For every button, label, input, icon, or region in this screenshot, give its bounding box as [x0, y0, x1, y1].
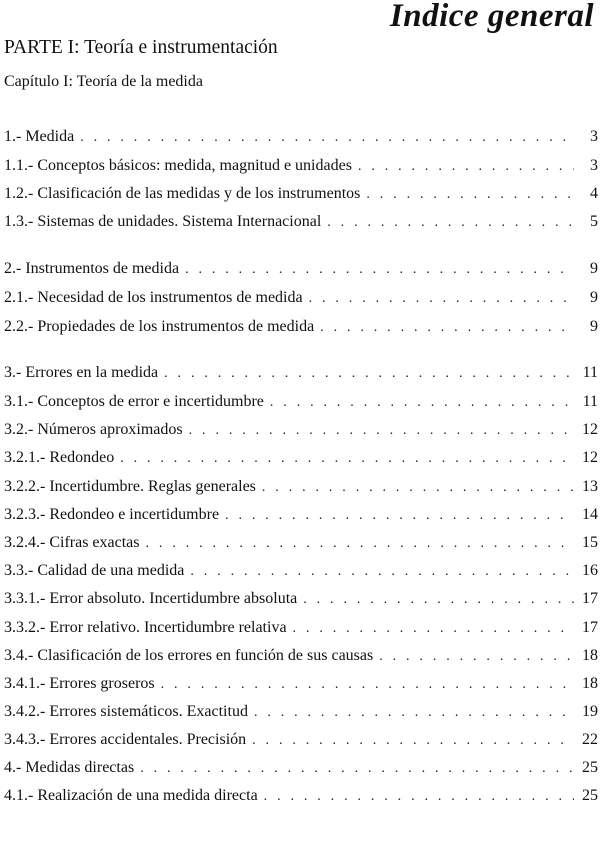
toc-entry-label: 3.2.1.- Redondeo — [4, 449, 115, 466]
toc-entry — [4, 476, 598, 498]
chapter-heading: Capítulo I: Teoría de la medida — [4, 73, 203, 90]
toc-entry-page: 5 — [590, 213, 598, 230]
toc-entry — [4, 673, 598, 695]
toc-entry — [4, 362, 598, 384]
toc-entry-page: 25 — [582, 787, 598, 804]
toc-entry-label: 4.1.- Realización de una medida directa — [4, 787, 258, 804]
toc-entry-page: 14 — [582, 506, 598, 523]
toc-entry-page: 22 — [582, 731, 598, 748]
toc-entry — [4, 391, 598, 413]
toc-entry-label: 3.3.2.- Error relativo. Incertidumbre relativa — [4, 619, 287, 636]
toc-entry — [4, 419, 598, 441]
dot-leader — [185, 259, 574, 281]
dot-leader — [303, 589, 574, 611]
dot-leader — [164, 363, 574, 385]
toc-entry-label: 1.1.- Conceptos básicos: medida, magnitud e unidades — [4, 157, 352, 174]
toc-entry-label: 3.3.1.- Error absoluto. Incertidumbre absoluta — [4, 590, 298, 607]
toc-entry-label: 2.1.- Necesidad de los instrumentos de medida — [4, 289, 303, 306]
toc-entry — [4, 126, 598, 148]
dot-leader — [309, 288, 574, 310]
toc-entry-page: 15 — [582, 534, 598, 551]
dot-leader — [140, 758, 574, 780]
toc-entry — [4, 447, 598, 469]
toc-entry-page: 9 — [590, 260, 598, 277]
dot-leader — [146, 533, 574, 555]
dot-leader — [190, 561, 574, 583]
toc-entry-page: 17 — [582, 619, 598, 636]
toc-entry — [4, 155, 598, 177]
toc-entry-label: 3.2.4.- Cifras exactas — [4, 534, 140, 551]
toc-entry — [4, 258, 598, 280]
toc-entry-label: 3.2.- Números aproximados — [4, 421, 183, 438]
toc-entry-page: 17 — [582, 590, 598, 607]
toc-entry — [4, 645, 598, 667]
toc-entry-page: 3 — [590, 128, 598, 145]
toc-entry-page: 11 — [582, 393, 598, 410]
dot-leader — [270, 392, 574, 414]
dot-leader — [379, 646, 574, 668]
toc-entry-page: 18 — [582, 647, 598, 664]
dot-leader — [293, 618, 574, 640]
toc-entry-label: 3.2.3.- Redondeo e incertidumbre — [4, 506, 220, 523]
toc-entry-page: 9 — [590, 318, 598, 335]
dot-leader — [366, 184, 574, 206]
toc-entry-page: 25 — [582, 759, 598, 776]
toc-entry — [4, 757, 598, 779]
dot-leader — [320, 317, 574, 339]
toc-entry — [4, 316, 598, 338]
toc-entry-page: 12 — [582, 449, 598, 466]
toc-entry-label: 3.- Errores en la medida — [4, 364, 159, 381]
toc-entry-page: 12 — [582, 421, 598, 438]
toc-entry-page: 18 — [582, 675, 598, 692]
dot-leader — [327, 212, 574, 234]
toc-entry-label: 3.4.2.- Errores sistemáticos. Exactitud — [4, 703, 248, 720]
toc-entry — [4, 701, 598, 723]
dot-leader — [358, 156, 574, 178]
dot-leader — [189, 420, 574, 442]
toc-entry — [4, 785, 598, 807]
toc-entry-label: 3.1.- Conceptos de error e incertidumbre — [4, 393, 264, 410]
toc-entry — [4, 211, 598, 233]
toc-entry-page: 9 — [590, 289, 598, 306]
toc-entry-label: 3.2.2.- Incertidumbre. Reglas generales — [4, 478, 256, 495]
dot-leader — [161, 674, 574, 696]
toc-entry — [4, 532, 598, 554]
toc-entry-page: 19 — [582, 703, 598, 720]
toc-entry-page: 13 — [582, 478, 598, 495]
toc-entry-label: 2.2.- Propiedades de los instrumentos de medida — [4, 318, 315, 335]
dot-leader — [264, 786, 574, 808]
toc-entry-label: 3.3.- Calidad de una medida — [4, 562, 185, 579]
toc-entry — [4, 588, 598, 610]
toc-entry-page: 11 — [582, 364, 598, 381]
toc-entry-label: 3.4.1.- Errores groseros — [4, 675, 155, 692]
toc-entry — [4, 617, 598, 639]
dot-leader — [252, 730, 574, 752]
toc-entry-page: 16 — [582, 562, 598, 579]
toc-entry — [4, 729, 598, 751]
dot-leader — [262, 477, 574, 499]
toc-entry-label: 3.4.- Clasificación de los errores en función de sus causas — [4, 647, 374, 664]
page-title: Indice general — [389, 0, 594, 34]
toc-entry-label: 1.3.- Sistemas de unidades. Sistema Internacional — [4, 213, 322, 230]
dot-leader — [80, 127, 574, 149]
part-heading: PARTE I: Teoría e instrumentación — [4, 37, 278, 58]
toc-entry — [4, 183, 598, 205]
toc-entry-page: 4 — [590, 185, 598, 202]
dot-leader — [120, 448, 574, 470]
toc-entry — [4, 287, 598, 309]
toc-entry-label: 2.- Instrumentos de medida — [4, 260, 180, 277]
toc-entry-label: 4.- Medidas directas — [4, 759, 135, 776]
toc-entry — [4, 504, 598, 526]
dot-leader — [254, 702, 574, 724]
toc-entry-label: 1.2.- Clasificación de las medidas y de los instrumentos — [4, 185, 361, 202]
toc-entry — [4, 560, 598, 582]
dot-leader — [225, 505, 574, 527]
toc-entry-label: 3.4.3.- Errores accidentales. Precisión — [4, 731, 247, 748]
toc-entry-label: 1.- Medida — [4, 128, 75, 145]
toc-entry-page: 3 — [590, 157, 598, 174]
